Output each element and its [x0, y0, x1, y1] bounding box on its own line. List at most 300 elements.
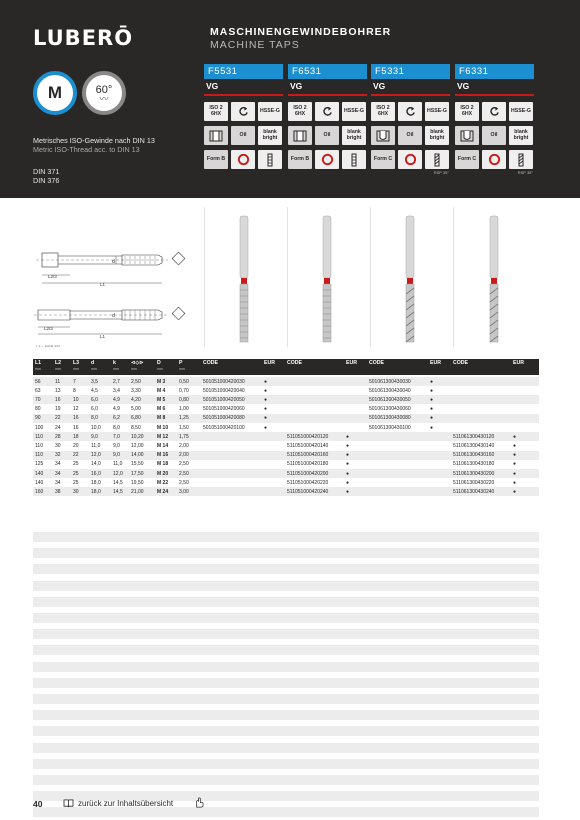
tolerance-icon: [455, 102, 479, 121]
column-header: [179, 361, 185, 372]
table-cell: 13: [55, 387, 61, 394]
tool-image-f6331: [486, 214, 502, 344]
product-coating: VG: [290, 81, 303, 91]
product-coating: VG: [206, 81, 219, 91]
table-cell: 25: [73, 461, 79, 468]
table-cell: 14,00: [131, 452, 144, 459]
column-header-unit: mm: [179, 366, 185, 371]
drawing-note: L3 = RSP 35°: [36, 344, 61, 347]
column-header-label: L3: [73, 360, 80, 366]
tolerance-label: ISO 2 6HX: [209, 104, 223, 117]
column-header-label: L1: [35, 360, 42, 366]
column-header-unit: mm: [91, 366, 97, 371]
column-header-unit: mm: [73, 366, 79, 371]
column-header: [369, 361, 384, 367]
table-cell: 4,9: [113, 406, 120, 413]
table-cell: 511051000420180: [287, 461, 329, 468]
thread-wave-icon: 〰: [99, 93, 109, 104]
rsp-note: [342, 170, 366, 176]
tolerance-icon: [371, 102, 395, 121]
product-code: F5531: [204, 64, 283, 79]
column-header-label: EUR: [513, 360, 524, 366]
table-cell: ●: [513, 442, 517, 449]
column-divider: [453, 207, 454, 347]
table-row: [33, 414, 539, 423]
column-header: [287, 361, 302, 367]
table-cell: ●: [264, 406, 268, 413]
empty-table-row: [33, 775, 539, 785]
table-cell: ●: [346, 470, 350, 477]
table-cell: 0,50: [179, 378, 189, 385]
table-cell: ●: [430, 406, 434, 413]
table-cell: 6,0: [91, 406, 98, 413]
table-cell: 12,00: [131, 442, 144, 449]
table-cell: ●: [513, 452, 517, 459]
tolerance-icon: [204, 102, 228, 121]
table-cell: 14,5: [113, 479, 123, 486]
table-cell: ●: [264, 378, 268, 385]
table-cell: 4,20: [131, 396, 141, 403]
table-cell: 3,00: [179, 488, 189, 495]
table-cell: 501061300430040: [369, 387, 411, 394]
table-cell: 5,00: [131, 406, 141, 413]
table-cell: 2,50: [179, 461, 189, 468]
table-cell: 28: [55, 433, 61, 440]
standard-desc-en: Metric ISO-Thread acc. to DIN 13: [33, 145, 140, 154]
table-cell: 34: [55, 479, 61, 486]
table-cell: 19: [55, 406, 61, 413]
pointer-hand-icon[interactable]: [193, 797, 204, 808]
table-cell: 32: [55, 452, 61, 459]
coolant-label: Oil: [490, 131, 498, 138]
table-cell: 511051000420220: [287, 479, 329, 486]
table-cell: 511061300430120: [453, 433, 495, 440]
table-cell: 34: [55, 470, 61, 477]
material-label: HSSE-G: [260, 107, 280, 114]
column-divider: [370, 207, 371, 347]
table-row: [33, 377, 539, 386]
table-cell: ●: [346, 479, 350, 486]
table-cell: M 24: [157, 488, 169, 495]
table-cell: 501051000420060: [203, 406, 245, 413]
surface-icon: [509, 126, 533, 145]
table-row: [33, 469, 539, 478]
table-cell: M 16: [157, 452, 169, 459]
material-icon: [425, 102, 449, 121]
form-label: Form C: [373, 155, 393, 162]
table-cell: 511051000420140: [287, 442, 329, 449]
column-header-label: CODE: [287, 360, 302, 366]
table-cell: ●: [264, 387, 268, 394]
table-cell: 125: [35, 461, 44, 468]
table-cell: 12,0: [113, 470, 123, 477]
coolant-icon: [231, 126, 255, 145]
column-header-label: EUR: [264, 360, 275, 366]
table-row: [33, 478, 539, 487]
table-cell: ●: [264, 424, 268, 431]
material-icon: [509, 102, 533, 121]
table-cell: 34: [55, 461, 61, 468]
table-cell: ●: [513, 479, 517, 486]
table-cell: ●: [430, 396, 434, 403]
column-header: [55, 361, 61, 372]
table-cell: 8,0: [91, 415, 98, 422]
table-cell: ●: [513, 488, 517, 495]
column-header: [264, 361, 275, 367]
table-cell: 25: [73, 479, 79, 486]
table-cell: 511061300430240: [453, 488, 495, 495]
table-cell: 16,0: [91, 470, 101, 477]
standard-desc-de: Metrisches ISO-Gewinde nach DIN 13: [33, 136, 155, 145]
table-row: [33, 432, 539, 441]
drawing-l2-label-2: L2/3: [44, 326, 53, 331]
thread-angle-label: 60°: [95, 83, 113, 96]
table-cell: 0,70: [179, 387, 189, 394]
material-label: HSSE-G: [427, 107, 447, 114]
table-row: [33, 395, 539, 404]
table-cell: 90: [35, 415, 41, 422]
table-cell: 16: [73, 424, 79, 431]
drawing-l1-label-2: L1: [100, 334, 106, 339]
table-cell: ●: [513, 433, 517, 440]
coolant-label: Oil: [323, 131, 331, 138]
column-header-unit: mm: [113, 366, 119, 371]
rotation-icon: [398, 102, 422, 121]
coolant-icon: [482, 126, 506, 145]
empty-table-row: [33, 759, 539, 769]
empty-table-row: [33, 662, 539, 672]
spiral-flute-icon: [425, 150, 449, 169]
table-cell: 6,2: [113, 415, 120, 422]
coolant-icon: [315, 126, 339, 145]
table-cell: 14,0: [91, 461, 101, 468]
table-cell: 501061300430080: [369, 415, 411, 422]
tolerance-label: ISO 2 6HX: [460, 104, 474, 117]
table-cell: 38: [55, 488, 61, 495]
table-cell: 7,0: [113, 433, 120, 440]
column-header-label: d: [91, 360, 95, 366]
surface-icon: [425, 126, 449, 145]
ring-mark-icon: [231, 150, 255, 169]
column-header: [73, 361, 79, 372]
table-row: [33, 423, 539, 432]
form-icon: [204, 150, 228, 169]
rsp-note: [258, 170, 282, 176]
thread-type-label: M: [47, 83, 63, 102]
table-cell: 501051000420080: [203, 415, 245, 422]
rsp-note: RSP 35°: [433, 170, 449, 175]
table-cell: ●: [264, 415, 268, 422]
table-cell: 4,9: [113, 396, 120, 403]
table-cell: 22: [55, 415, 61, 422]
header-banner: [0, 0, 580, 198]
brand-logo: LUBERŌ: [33, 26, 134, 50]
column-header: [346, 361, 357, 367]
column-header: [131, 361, 144, 372]
table-cell: 18,0: [91, 479, 101, 486]
table-cell: M 4: [157, 387, 166, 394]
column-header: [203, 361, 218, 367]
column-header-label: D: [157, 360, 161, 366]
blind-hole-icon: [455, 126, 479, 145]
table-cell: 1,75: [179, 433, 189, 440]
page-title: MASCHINENGEWINDEBOHRER: [210, 26, 392, 38]
column-header-unit: mm: [157, 366, 163, 371]
table-cell: 56: [35, 378, 41, 385]
column-header: [513, 361, 524, 367]
table-cell: 110: [35, 452, 43, 459]
table-cell: 6,80: [131, 415, 141, 422]
table-cell: 20: [73, 442, 79, 449]
thread-angle-badge: [82, 71, 126, 115]
table-cell: 511061300430180: [453, 461, 495, 468]
table-cell: 2,50: [179, 470, 189, 477]
tolerance-icon: [288, 102, 312, 121]
empty-table-row: [33, 743, 539, 753]
table-cell: 100: [35, 424, 44, 431]
table-cell: 9,0: [113, 452, 120, 459]
column-header-label: L2: [55, 360, 62, 366]
tool-image-f5331: [402, 214, 418, 344]
table-cell: 3,30: [131, 387, 141, 394]
table-cell: 511061300430200: [453, 470, 495, 477]
din-376: DIN 376: [33, 176, 60, 185]
table-cell: M 20: [157, 470, 169, 477]
table-row: [33, 405, 539, 414]
table-cell: ●: [346, 488, 350, 495]
column-divider: [204, 207, 205, 347]
table-cell: ●: [430, 378, 434, 385]
column-header-label: ⊲◇⊳: [131, 360, 144, 366]
table-cell: M 22: [157, 479, 169, 486]
table-cell: 8: [73, 387, 76, 394]
column-header-unit: mm: [55, 366, 61, 371]
table-cell: ●: [513, 461, 517, 468]
column-header-label: k: [113, 360, 116, 366]
table-cell: 7: [73, 378, 76, 385]
material-label: HSSE-G: [511, 107, 531, 114]
product-divider: [455, 94, 534, 96]
rotation-icon: [482, 102, 506, 121]
column-header: [35, 361, 41, 372]
empty-table-row: [33, 564, 539, 574]
table-cell: ●: [346, 461, 350, 468]
table-cell: 1,50: [179, 424, 189, 431]
product-coating: VG: [457, 81, 470, 91]
form-label: Form B: [290, 155, 310, 162]
column-header: [91, 361, 97, 372]
table-cell: 511051000420200: [287, 470, 329, 477]
column-header-unit: mm: [35, 366, 41, 371]
table-cell: 511061300430140: [453, 442, 495, 449]
table-cell: M 6: [157, 406, 166, 413]
table-cell: 501051000420050: [203, 396, 245, 403]
rotation-icon: [231, 102, 255, 121]
table-cell: 18,0: [91, 488, 101, 495]
straight-flute-icon: [258, 150, 282, 169]
tool-image-f6531: [319, 214, 335, 344]
empty-table-row: [33, 726, 539, 736]
table-cell: 3,5: [91, 378, 98, 385]
product-code: F6331: [455, 64, 534, 79]
table-cell: ●: [264, 396, 268, 403]
table-cell: 501061300430030: [369, 378, 411, 385]
table-cell: 511061300430220: [453, 479, 495, 486]
table-cell: 511051000420160: [287, 452, 329, 459]
empty-table-row: [33, 581, 539, 591]
surface-icon: [258, 126, 282, 145]
table-cell: 501051000420040: [203, 387, 245, 394]
table-cell: 2,50: [179, 479, 189, 486]
table-cell: M 10: [157, 424, 169, 431]
table-cell: 6,0: [91, 396, 98, 403]
empty-table-row: [33, 710, 539, 720]
table-cell: 140: [35, 470, 44, 477]
table-cell: 511051000420240: [287, 488, 329, 495]
table-cell: 511061300430160: [453, 452, 495, 459]
rsp-note: RSP 35°: [517, 170, 533, 175]
table-cell: 8,50: [131, 424, 141, 431]
table-cell: 501061300430050: [369, 396, 411, 403]
table-row: [33, 386, 539, 395]
material-icon: [342, 102, 366, 121]
product-column-f5531: [204, 64, 283, 176]
table-cell: 9,0: [91, 433, 98, 440]
table-cell: 4,5: [91, 387, 98, 394]
table-cell: 16: [55, 396, 61, 403]
table-cell: 11: [55, 378, 61, 385]
table-cell: 501061300430060: [369, 406, 411, 413]
table-row: [33, 441, 539, 450]
table-cell: 11,0: [91, 442, 101, 449]
table-cell: 14,5: [113, 488, 123, 495]
table-cell: 11,0: [113, 461, 123, 468]
empty-table-row: [33, 645, 539, 655]
empty-table-row: [33, 678, 539, 688]
material-label: HSSE-G: [344, 107, 364, 114]
din-371: DIN 371: [33, 167, 60, 176]
drawing-d-label-1: [112, 259, 115, 265]
table-cell: 19,50: [131, 479, 144, 486]
table-cell: 8,0: [113, 424, 120, 431]
table-row: [33, 460, 539, 469]
table-cell: ●: [430, 387, 434, 394]
column-header-label: P: [179, 360, 183, 366]
surface-label: blank bright: [262, 128, 278, 141]
table-cell: 18: [73, 433, 79, 440]
book-icon[interactable]: [63, 799, 74, 808]
table-cell: 80: [35, 406, 41, 413]
table-cell: M 5: [157, 396, 166, 403]
table-cell: 0,80: [179, 396, 189, 403]
tolerance-label: ISO 2 6HX: [376, 104, 390, 117]
surface-label: blank bright: [346, 128, 362, 141]
table-cell: ●: [346, 433, 350, 440]
surface-label: blank bright: [429, 128, 445, 141]
coolant-label: Oil: [406, 131, 414, 138]
table-cell: ●: [346, 442, 350, 449]
coolant-label: Oil: [239, 131, 247, 138]
column-header-label: CODE: [369, 360, 384, 366]
table-row: [33, 487, 539, 496]
table-cell: 10,20: [131, 433, 144, 440]
product-column-f6531: [288, 64, 367, 176]
empty-table-row: [33, 694, 539, 704]
table-cell: M 14: [157, 442, 169, 449]
ring-mark-icon: [398, 150, 422, 169]
table-header: [33, 359, 539, 375]
blind-hole-icon: [371, 126, 395, 145]
table-cell: 511051000420120: [287, 433, 329, 440]
table-cell: 15,50: [131, 461, 144, 468]
product-divider: [371, 94, 450, 96]
page-subtitle: MACHINE TAPS: [210, 39, 300, 51]
product-divider: [204, 94, 283, 96]
table-cell: 9,0: [113, 442, 120, 449]
table-cell: M 18: [157, 461, 169, 468]
table-cell: 10: [73, 396, 79, 403]
table-cell: ●: [430, 415, 434, 422]
surface-icon: [342, 126, 366, 145]
empty-table-row: [33, 597, 539, 607]
empty-table-row: [33, 629, 539, 639]
rotation-icon: [315, 102, 339, 121]
table-cell: 3,4: [113, 387, 120, 394]
empty-table-row: [33, 532, 539, 542]
table-cell: ●: [430, 424, 434, 431]
table-cell: 1,25: [179, 415, 189, 422]
column-header: [453, 361, 468, 367]
product-coating: VG: [373, 81, 386, 91]
empty-table-row: [33, 807, 539, 817]
product-divider: [288, 94, 367, 96]
table-cell: 22: [73, 452, 79, 459]
table-cell: 2,7: [113, 378, 120, 385]
product-column-f5331: [371, 64, 450, 176]
product-code: F5331: [371, 64, 450, 79]
straight-flute-icon: [342, 150, 366, 169]
technical-drawing: [30, 207, 200, 347]
page-number: 40: [33, 799, 43, 809]
table-cell: 501051000420100: [203, 424, 245, 431]
table-cell: M 8: [157, 415, 166, 422]
empty-table-row: [33, 613, 539, 623]
table-cell: 63: [35, 387, 41, 394]
drawing-d-label-2: d: [112, 313, 115, 319]
table-cell: 24: [55, 424, 61, 431]
surface-label: blank bright: [513, 128, 529, 141]
table-row: [33, 451, 539, 460]
coolant-icon: [398, 126, 422, 145]
column-header-label: EUR: [430, 360, 441, 366]
table-cell: 501051000420030: [203, 378, 245, 385]
table-cell: 70: [35, 396, 41, 403]
drawing-l1-label-1: L1: [100, 282, 106, 287]
form-icon: [288, 150, 312, 169]
ring-mark-icon: [315, 150, 339, 169]
table-cell: 25: [73, 470, 79, 477]
table-cell: 160: [35, 488, 44, 495]
column-header-label: EUR: [346, 360, 357, 366]
table-cell: 1,00: [179, 406, 189, 413]
back-to-contents-link[interactable]: zurück zur Inhaltsübersicht: [78, 799, 174, 808]
material-icon: [258, 102, 282, 121]
spiral-flute-icon: [509, 150, 533, 169]
table-cell: 12: [73, 406, 79, 413]
column-header-label: CODE: [203, 360, 218, 366]
table-cell: M 12: [157, 433, 169, 440]
thread-type-badge: [33, 71, 77, 115]
